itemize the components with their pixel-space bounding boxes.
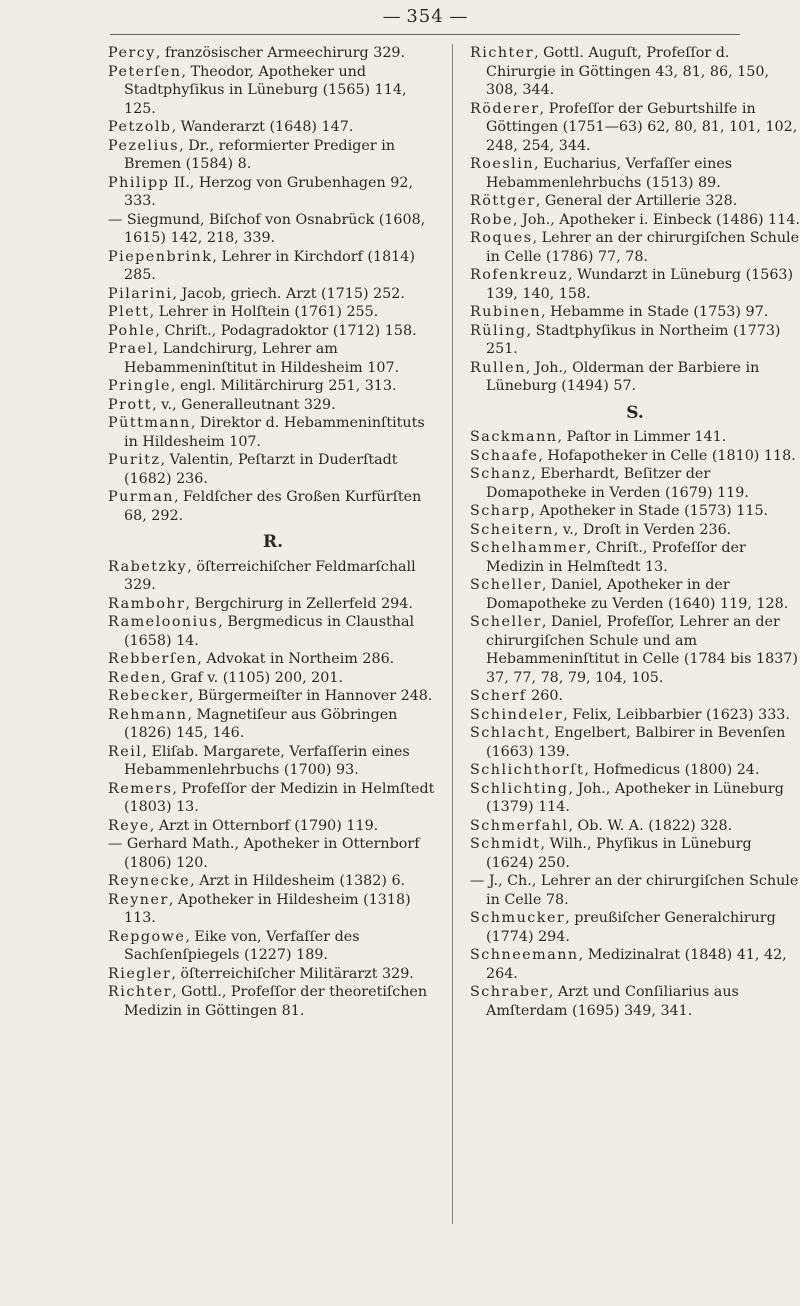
column-divider bbox=[452, 44, 453, 1224]
index-entry bbox=[470, 428, 800, 447]
entry-name: Reden bbox=[108, 669, 162, 686]
entry-name: Prott bbox=[108, 396, 153, 413]
entry-text: , Graf v. (1105) 200, 201. bbox=[161, 669, 344, 686]
entry-text: , Eucharius, Verfaſſer eines Hebammenlehrbuchs (1513) 89. bbox=[486, 156, 733, 191]
entry-text: , Daniel, Profeſſor, Lehrer an der chirurgiſchen Schule und am Hebammeninſtitut in Celle (1784 bis 1837) 37, 77, 78, 79, 104, 105. bbox=[486, 614, 798, 686]
entry-name: Riegler bbox=[108, 965, 172, 982]
index-entry bbox=[108, 174, 438, 211]
entry-name: Plett bbox=[108, 304, 150, 320]
entry-name: Pezelius bbox=[108, 137, 180, 154]
section-letter: S. bbox=[626, 402, 644, 423]
entry-text: , Gottl. Auguſt, Profeſſor d. Chirurgie in Göttingen 43, 81, 86, 150, 308, 344. bbox=[486, 45, 769, 98]
index-entry bbox=[108, 558, 438, 595]
entry-text: , Bergchirurg in Zellerfeld 294. bbox=[185, 595, 413, 612]
entry-text: , Feldſcher des Großen Kurfürſten 68, 292. bbox=[124, 489, 422, 524]
entry-name: Pringle bbox=[108, 378, 171, 394]
entry-text: , Eberhardt, Beſitzer der Domapotheke in Verden (1679) 119. bbox=[486, 466, 749, 501]
entry-text: , Engelbert, Balbirer in Bevenſen (1663) 139. bbox=[486, 725, 786, 760]
entry-name: Robe bbox=[470, 211, 513, 228]
entry-text: — Siegmund, Biſchof von Osnabrück (1608, 1615) 142, 218, 339. bbox=[108, 211, 426, 246]
entry-name: Richter bbox=[108, 984, 173, 1000]
entry-text: , Valentin, Peſtarzt in Duderſtadt (1682) 236. bbox=[124, 452, 398, 487]
entry-text: , Arzt in Hildesheim (1382) 6. bbox=[190, 873, 406, 889]
entry-text: 260. bbox=[526, 688, 563, 704]
index-entry bbox=[108, 396, 438, 415]
entry-text: — J., Ch., Lehrer an der chirurgiſchen Schule in Celle 78. bbox=[470, 873, 799, 908]
entry-name: Schneemann bbox=[470, 947, 579, 963]
entry-name: Schelhammer bbox=[470, 540, 587, 556]
index-entry bbox=[108, 928, 438, 965]
index-entry bbox=[470, 44, 800, 100]
index-entry bbox=[108, 137, 438, 174]
entry-name: Scherf bbox=[470, 688, 527, 704]
index-entry bbox=[470, 724, 800, 761]
index-entry bbox=[470, 359, 800, 396]
entry-name: Schindeler bbox=[470, 706, 564, 723]
entry-text: , Stadtphyſikus in Northeim (1773) 251. bbox=[486, 322, 781, 357]
index-entry bbox=[108, 488, 438, 525]
index-entry bbox=[470, 521, 800, 540]
entry-name: Rofenkreuz bbox=[470, 267, 569, 283]
entry-name: Scheller bbox=[470, 614, 542, 630]
index-column-left bbox=[108, 44, 438, 1020]
entry-name: Röttger bbox=[470, 193, 536, 209]
index-entry bbox=[108, 63, 438, 119]
entry-text: , Medizinalrat (1848) 41, 42, 264. bbox=[486, 947, 787, 982]
entry-text: , Advokat in Northeim 286. bbox=[197, 651, 395, 667]
index-entry bbox=[108, 211, 438, 248]
index-entry bbox=[470, 502, 800, 521]
entry-text: , Hofmedicus (1800) 24. bbox=[584, 762, 760, 778]
entry-name: Scharp bbox=[470, 503, 531, 519]
entry-text: , Gottl., Profeſſor der theoretiſchen Medizin in Göttingen 81. bbox=[124, 984, 428, 1019]
entry-text: , Wundarzt in Lüneburg (1563) 139, 140, 158. bbox=[486, 267, 794, 302]
entry-text: — Gerhard Math., Apotheker in Otternborf (1806) 120. bbox=[108, 836, 420, 871]
index-entry bbox=[470, 706, 800, 725]
index-entry bbox=[108, 835, 438, 872]
entry-text: , öſterreichiſcher Feldmarſchall 329. bbox=[124, 558, 416, 593]
entry-text: , Eliſab. Margarete, Verfaſſerin eines Hebammenlehrbuchs (1700) 93. bbox=[124, 743, 410, 778]
section-letter: R. bbox=[262, 532, 284, 552]
index-entry bbox=[108, 44, 438, 63]
entry-text: , v., Droſt in Verden 236. bbox=[553, 521, 732, 538]
entry-text: , engl. Militärchirurg 251, 313. bbox=[170, 378, 397, 394]
entry-text: , Chriſt., Podagradoktor (1712) 158. bbox=[155, 322, 417, 339]
entry-name: Rebecker bbox=[108, 688, 189, 704]
entry-text: , v., Generalleutnant 329. bbox=[152, 396, 336, 413]
entry-text: , Daniel, Apotheker in der Domapotheke zu Verden (1640) 119, 128. bbox=[486, 577, 789, 612]
entry-text: , Chriſt., Profeſſor der Medizin in Helmſtedt 13. bbox=[486, 540, 746, 575]
entry-text: , französischer Armeechirurg 329. bbox=[155, 45, 406, 61]
entry-name: Percy bbox=[108, 45, 156, 61]
entry-name: Püttmann bbox=[108, 415, 191, 431]
index-entry bbox=[108, 706, 438, 743]
entry-text: , Lehrer an der chirurgiſchen Schule in Celle (1786) 77, 78. bbox=[486, 230, 800, 265]
entry-name: Repgowe bbox=[108, 928, 186, 945]
entry-text: , Profeſſor der Medizin in Helmſtedt (1803) 13. bbox=[124, 780, 435, 815]
entry-name: Rameloonius bbox=[108, 614, 219, 630]
entry-name: Schanz bbox=[470, 466, 532, 482]
index-entry bbox=[470, 266, 800, 303]
entry-text: , Lehrer in Holſtein (1761) 255. bbox=[149, 304, 379, 320]
entry-text: , Eike von, Verfaſſer des Sachſenſpiegels (1227) 189. bbox=[124, 928, 360, 963]
entry-name: Scheitern bbox=[470, 521, 554, 538]
entry-text: II., Herzog von Grubenhagen 92, 333. bbox=[124, 174, 413, 209]
entry-text: , Wilh., Phyſikus in Lüneburg (1624) 250. bbox=[486, 836, 752, 871]
entry-name: Rubinen bbox=[470, 304, 542, 320]
entry-name: Schlacht bbox=[470, 725, 546, 741]
entry-text: , Profeſſor der Geburtshilfe in Göttingen (1751—63) 62, 80, 81, 101, 102, 248, 254, 344. bbox=[486, 100, 798, 154]
entry-text: , Arzt in Otternborf (1790) 119. bbox=[149, 817, 379, 834]
entry-text: , Bürgermeiſter in Hannover 248. bbox=[188, 688, 433, 704]
entry-text: , Joh., Olderman der Barbiere in Lüneburg (1494) 57. bbox=[486, 359, 760, 394]
entry-name: Schmucker bbox=[470, 910, 566, 926]
entry-text: , Hebamme in Stade (1753) 97. bbox=[541, 304, 769, 320]
index-entry bbox=[108, 780, 438, 817]
entry-name: Prael bbox=[108, 341, 154, 357]
entry-text: , Arzt und Conſiliarius aus Amſterdam (1695) 349, 341. bbox=[486, 984, 739, 1019]
entry-name: Pohle bbox=[108, 322, 156, 339]
entry-name: Schraber bbox=[470, 984, 549, 1000]
entry-name: Schlichting bbox=[470, 780, 569, 797]
entry-name: Petzolb bbox=[108, 119, 172, 135]
entry-text: , Hofapotheker in Celle (1810) 118. bbox=[538, 447, 796, 464]
entry-name: Roeslin bbox=[470, 156, 535, 172]
index-entry bbox=[470, 322, 800, 359]
entry-name: Pilarini bbox=[108, 285, 173, 302]
index-entry bbox=[470, 983, 800, 1020]
entry-text: , öſterreichiſcher Militärarzt 329. bbox=[171, 965, 414, 982]
entry-name: Reye bbox=[108, 817, 150, 834]
index-entry bbox=[470, 100, 800, 156]
entry-text: , Jacob, griech. Arzt (1715) 252. bbox=[172, 285, 405, 302]
index-entry bbox=[470, 465, 800, 502]
entry-text: , Theodor, Apotheker und Stadtphyſikus in Lüneburg (1565) 114, 125. bbox=[124, 63, 407, 117]
index-entry bbox=[108, 303, 438, 322]
entry-name: Philipp bbox=[108, 174, 170, 191]
entry-name: Rehmann bbox=[108, 706, 188, 723]
entry-text: , preußiſcher Generalchirurg (1774) 294. bbox=[486, 910, 776, 945]
index-entry bbox=[108, 248, 438, 285]
index-entry bbox=[108, 983, 438, 1020]
index-entry bbox=[470, 872, 800, 909]
page-number: 354 bbox=[406, 6, 444, 27]
entry-text: , Joh., Apotheker in Lüneburg (1379) 114. bbox=[486, 780, 784, 815]
entry-name: Rullen bbox=[470, 359, 526, 376]
index-entry bbox=[108, 340, 438, 377]
index-entry bbox=[470, 539, 800, 576]
index-entry bbox=[470, 613, 800, 687]
entry-name: Roques bbox=[470, 230, 533, 246]
index-entry bbox=[108, 687, 438, 706]
entry-name: Scheller bbox=[470, 577, 542, 593]
entry-name: Schlichthorſt bbox=[470, 762, 585, 778]
index-entry bbox=[108, 965, 438, 984]
entry-name: Rambohr bbox=[108, 595, 186, 612]
entry-name: Rüling bbox=[470, 322, 527, 339]
index-entry bbox=[108, 872, 438, 891]
index-entry bbox=[108, 595, 438, 614]
index-entry bbox=[108, 451, 438, 488]
index-entry bbox=[108, 322, 438, 341]
index-entry bbox=[470, 211, 800, 230]
entry-name: Schaafe bbox=[470, 447, 539, 464]
index-entry bbox=[470, 780, 800, 817]
entry-name: Richter bbox=[470, 45, 535, 61]
index-entry bbox=[470, 761, 800, 780]
index-entry bbox=[470, 946, 800, 983]
entry-name: Reynecke bbox=[108, 873, 191, 889]
index-entry bbox=[108, 743, 438, 780]
entry-text: , Lehrer in Kirchdorf (1814) 285. bbox=[124, 248, 415, 283]
entry-name: Reyner bbox=[108, 891, 169, 908]
entry-name: Remers bbox=[108, 780, 173, 797]
index-entry bbox=[470, 817, 800, 836]
entry-text: , Magnetiſeur aus Göbringen (1826) 145, 146. bbox=[124, 706, 398, 741]
entry-name: Peterſen bbox=[108, 63, 182, 80]
index-entry bbox=[470, 835, 800, 872]
entry-text: , Felix, Leibbarbier (1623) 333. bbox=[563, 706, 790, 723]
index-entry bbox=[108, 817, 438, 836]
entry-name: Puritz bbox=[108, 452, 161, 468]
index-entry bbox=[108, 414, 438, 451]
entry-text: , Apotheker in Hildesheim (1318) 113. bbox=[124, 891, 411, 926]
index-entry bbox=[470, 229, 800, 266]
entry-name: Schmerfahl bbox=[470, 817, 569, 834]
index-entry bbox=[470, 447, 800, 466]
index-entry bbox=[108, 118, 438, 137]
index-entry bbox=[470, 687, 800, 706]
index-entry bbox=[108, 285, 438, 304]
entry-name: Purman bbox=[108, 489, 174, 505]
index-entry bbox=[108, 377, 438, 396]
index-entry bbox=[470, 192, 800, 211]
index-entry bbox=[470, 155, 800, 192]
index-entry bbox=[108, 613, 438, 650]
entry-name: Sackmann bbox=[470, 429, 558, 445]
entry-name: Rebberſen bbox=[108, 651, 198, 667]
entry-text: , Dr., reformierter Prediger in Bremen (1584) 8. bbox=[124, 137, 396, 172]
entry-name: Schmidt bbox=[470, 836, 541, 852]
entry-text: , General der Artillerie 328. bbox=[535, 193, 738, 209]
index-entry bbox=[470, 303, 800, 322]
index-entry bbox=[108, 891, 438, 928]
entry-name: Reil bbox=[108, 743, 143, 760]
entry-name: Rabetzky bbox=[108, 558, 188, 575]
entry-text: , Wanderarzt (1648) 147. bbox=[171, 119, 354, 135]
index-column-right bbox=[470, 44, 800, 1020]
index-entry bbox=[108, 669, 438, 688]
entry-name: Piepenbrink bbox=[108, 248, 213, 265]
entry-text: , Ob. W. A. (1822) 328. bbox=[568, 817, 733, 834]
entry-name: Röderer bbox=[470, 100, 540, 117]
entry-text: , Joh., Apotheker i. Einbeck (1486) 114. bbox=[513, 211, 800, 228]
entry-text: , Bergmedicus in Clausthal (1658) 14. bbox=[124, 614, 415, 649]
entry-text: , Apotheker in Stade (1573) 115. bbox=[530, 503, 769, 519]
entry-text: , Paſtor in Limmer 141. bbox=[557, 429, 727, 445]
index-entry bbox=[108, 650, 438, 669]
entry-text: , Landchirurg, Lehrer am Hebammeninſtitut in Hildesheim 107. bbox=[124, 341, 400, 376]
index-entry bbox=[470, 576, 800, 613]
index-entry bbox=[470, 909, 800, 946]
page-header: — 354 — bbox=[110, 6, 740, 35]
entry-text: , Direktor d. Hebammeninſtituts in Hildesheim 107. bbox=[124, 415, 425, 450]
